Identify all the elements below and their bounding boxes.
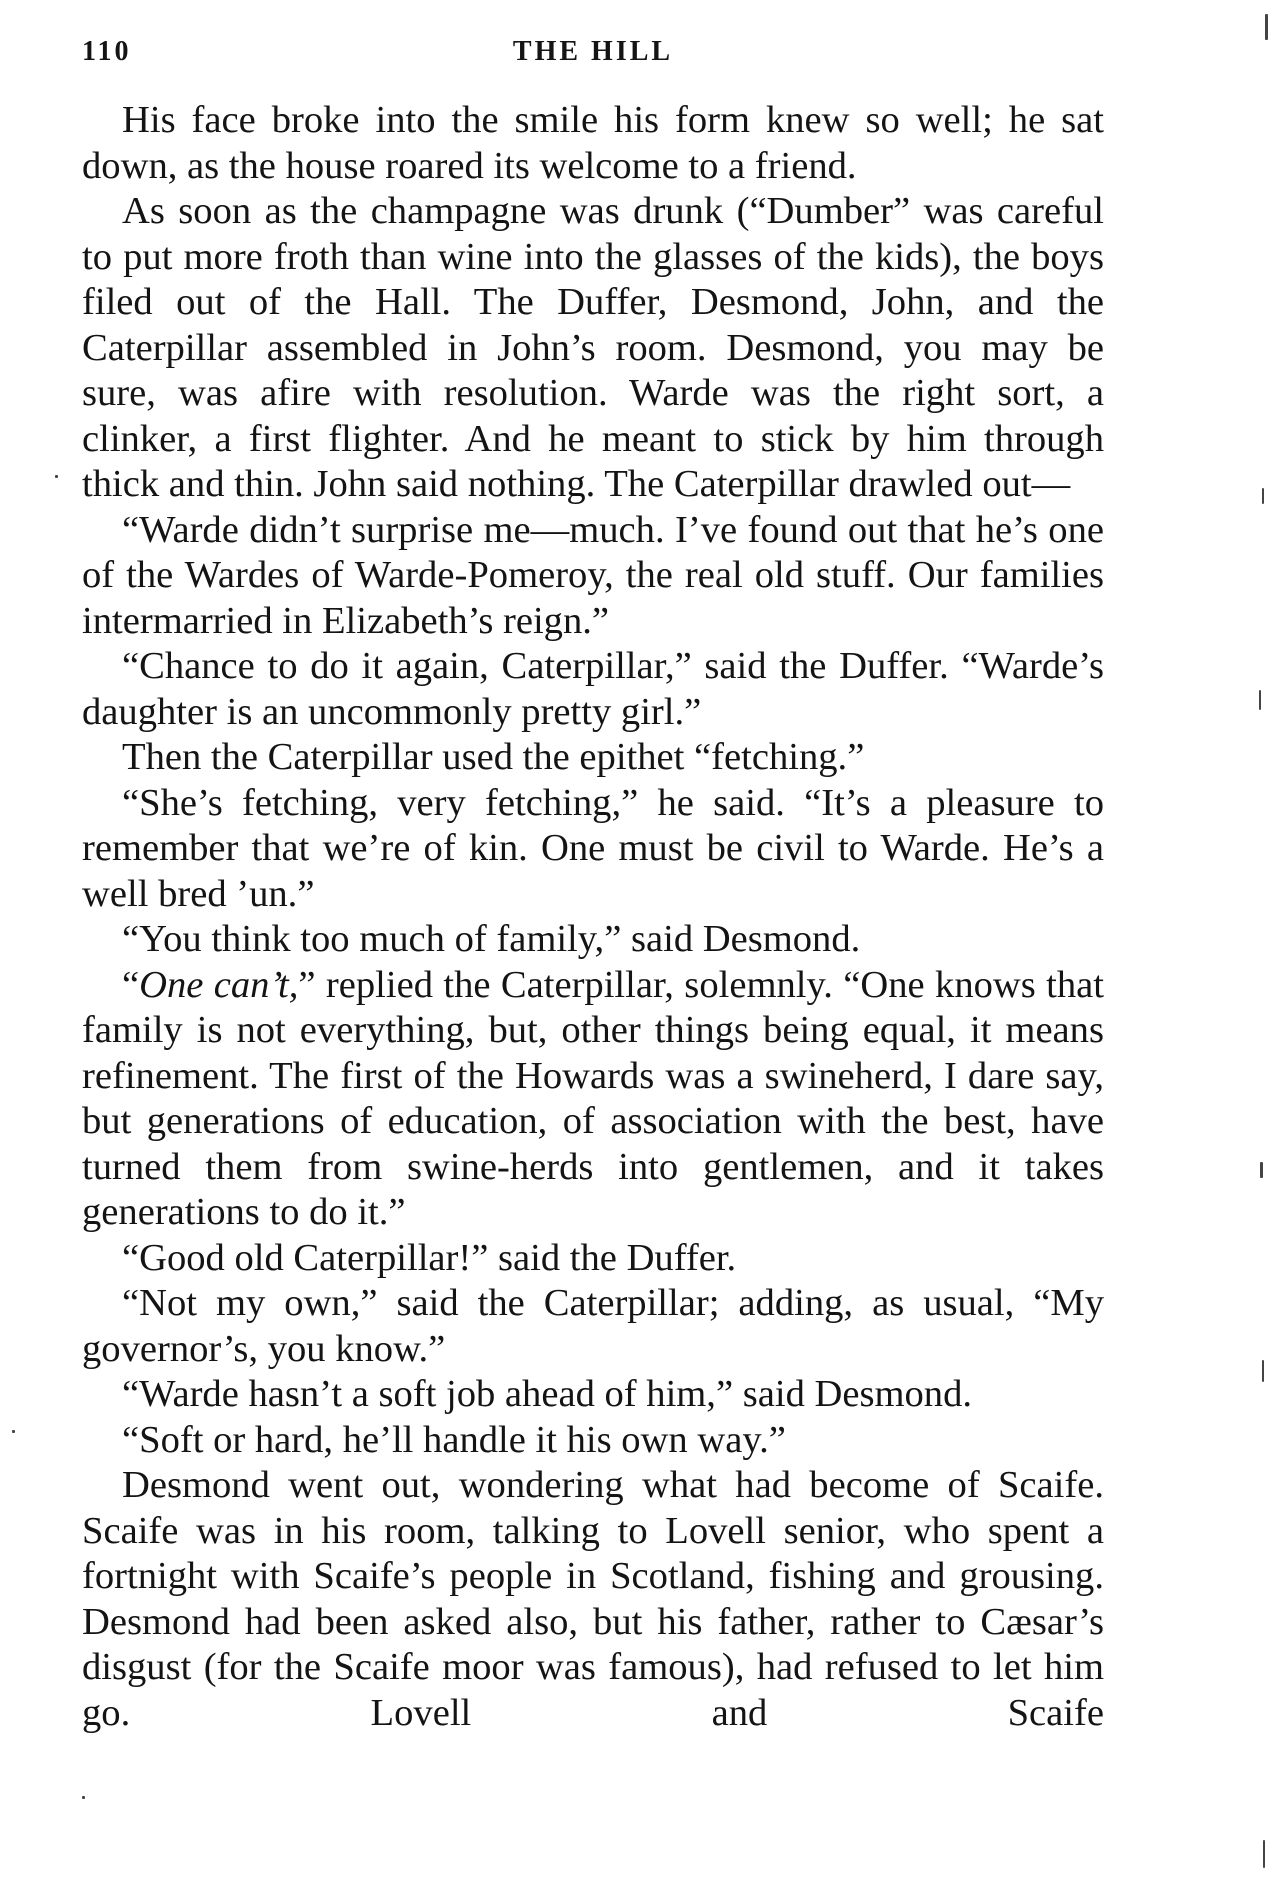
text-run: “Warde didn’t surprise me—much. I’ve found out that he’s one of the Wardes of Warde-Pomeroy, the real old stuff. Our families intermarried in Elizabeth’s reign.” [82,508,1104,642]
scan-mark [55,475,58,478]
text-run: ” replied the Caterpillar, solemnly. “One knows that family is not everything, but, other things being equal, it means refinement. The first of the Howards was a swineherd, I dare say, but generations of education, of association with the best, have turned them from swine-herds into gentlemen, and it takes generations to do it.” [82,963,1104,1233]
text-run: Desmond went out, wondering what had become of Scaife. Scaife was in his room, talking to Lovell senior, who spent a fortnight with Scaife’s people in Scotland, fishing and grousing. Desmond had been asked also, but his father, rather to Cæsar’s disgust (for the Scaife moor was famous), had refused to let him go. Lovell and Scaife [82,1464,1104,1734]
scan-mark [1262,488,1264,504]
paragraph [82,189,1104,508]
paragraph [82,644,1104,735]
paragraph [82,98,1104,189]
text-run: “You think too much of family,” said Desmond. [122,918,861,960]
paragraph [82,1418,1104,1464]
text-run: “She’s fetching, very fetching,” he said. “It’s a pleasure to remember that we’re of kin. One must be civil to Warde. He’s a well bred ’un.” [82,781,1104,915]
text-run: His face broke into the smile his form knew so well; he sat down, as the house roared its welcome to a friend. [82,99,1104,187]
text-run: “Not my own,” said the Caterpillar; adding, as usual, “My governor’s, you know.” [82,1282,1104,1370]
scan-mark [1263,1840,1265,1868]
body-text [82,98,1104,1736]
scan-mark [1262,1360,1264,1382]
paragraph [82,1463,1104,1736]
paragraph [82,917,1104,963]
paragraph [82,1236,1104,1282]
paragraph [82,508,1104,645]
paragraph [82,963,1104,1236]
running-title: THE HILL [512,36,674,67]
paragraph [82,1372,1104,1418]
scan-mark [82,1796,85,1799]
text-run: “Warde hasn’t a soft job ahead of him,” said Desmond. [122,1373,973,1415]
text-run: “Good old Caterpillar!” said the Duffer. [122,1236,737,1279]
text-run: “ [122,963,140,1006]
text-run: Then the Caterpillar used the epithet “fetching.” [122,736,865,778]
paragraph [82,1281,1104,1372]
text-run: “Soft or hard, he’ll handle it his own way.” [122,1418,786,1461]
page-header [82,36,1104,72]
text-run: “Chance to do it again, Caterpillar,” said the Duffer. “Warde’s daughter is an uncommonly pretty girl.” [82,645,1104,733]
paragraph [82,735,1104,781]
italic-text: One can’t, [139,963,299,1006]
scan-mark [1259,690,1261,710]
page-number: 110 [82,36,132,67]
scan-mark [1265,14,1268,40]
scan-mark [1260,1162,1263,1178]
paragraph [82,781,1104,918]
scan-mark [12,1430,15,1433]
text-run: As soon as the champagne was drunk (“Dumber” was careful to put more froth than wine into the glasses of the kids), the boys filed out of the Hall. The Duffer, Desmond, John, and the Caterpillar assembled in John’s room. Desmond, you may be sure, was afire with resolution. Warde was the right sort, a clinker, a first flighter. And he meant to stick by him through thick and thin. John said nothing. The Caterpillar drawled out— [82,190,1104,505]
